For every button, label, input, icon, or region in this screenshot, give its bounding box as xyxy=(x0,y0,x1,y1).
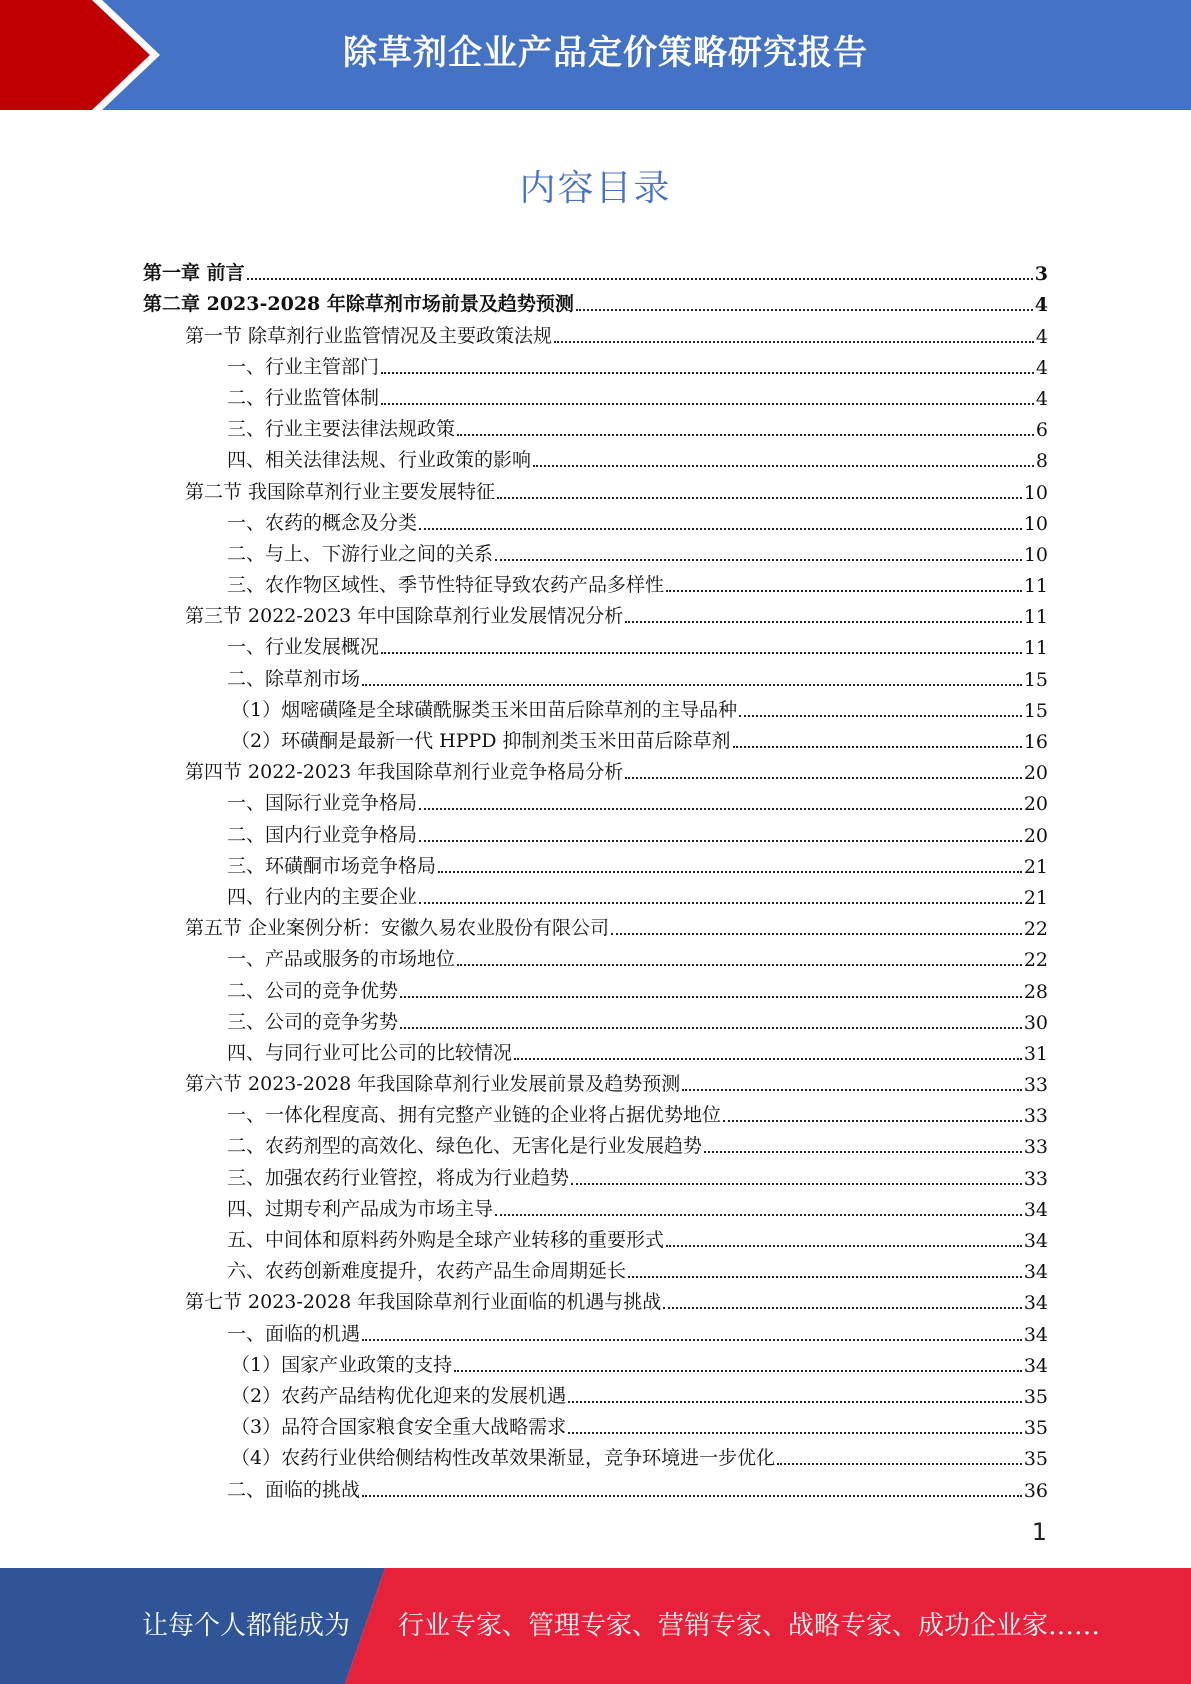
toc-entry-page: 31 xyxy=(1023,1042,1048,1065)
toc-entry-label: 第七节 2023-2028 年我国除草剂行业面临的机遇与挑战 xyxy=(185,1291,662,1314)
toc-leader-dots xyxy=(381,371,1034,374)
toc-leader-dots xyxy=(625,776,1022,779)
toc-entry[interactable] xyxy=(143,316,1048,347)
toc-entry-page: 22 xyxy=(1023,949,1048,972)
toc-entry[interactable] xyxy=(143,1252,1048,1283)
toc-entry-label: 二、与上、下游行业之间的关系 xyxy=(227,542,494,565)
toc-entry[interactable] xyxy=(143,441,1048,472)
toc-entry-page: 35 xyxy=(1023,1448,1048,1471)
toc-leader-dots xyxy=(247,277,1033,280)
toc-leader-dots xyxy=(666,1244,1022,1247)
toc-entry[interactable] xyxy=(143,753,1048,784)
toc-entry-page: 30 xyxy=(1023,1011,1048,1034)
toc-entry-label: （2）环磺酮是最新一代 HPPD 抑制剂类玉米田苗后除草剂 xyxy=(231,730,731,752)
toc-entry-page: 6 xyxy=(1035,419,1048,442)
toc-entry-label: 四、相关法律法规、行业政策的影响 xyxy=(227,449,532,472)
toc-entry-label: 四、与同行业可比公司的比较情况 xyxy=(227,1041,513,1064)
toc-leader-dots xyxy=(419,807,1022,810)
toc-entry-page: 22 xyxy=(1023,918,1048,941)
header-band xyxy=(0,0,1191,110)
toc-entry-label: 第一章 前言 xyxy=(143,262,245,285)
toc-entry-label: 一、行业发展概况 xyxy=(227,636,380,659)
toc-entry-label: 三、环磺酮市场竞争格局 xyxy=(227,854,437,877)
toc-entry-page: 11 xyxy=(1023,637,1048,660)
toc-entry-label: 第三节 2022-2023 年中国除草剂行业发展情况分析 xyxy=(185,605,624,628)
toc-entry-page: 34 xyxy=(1023,1292,1048,1315)
toc-leader-dots xyxy=(777,1462,1022,1465)
toc-leader-dots xyxy=(362,1494,1022,1497)
toc-entry[interactable] xyxy=(143,285,1048,316)
toc-entry-label: 二、面临的挑战 xyxy=(227,1478,361,1501)
toc-leader-dots xyxy=(495,1213,1022,1216)
toc-leader-dots xyxy=(438,870,1022,873)
toc-entry[interactable] xyxy=(143,1314,1048,1345)
toc-entry-page: 34 xyxy=(1023,1261,1048,1284)
toc-leader-dots xyxy=(362,1338,1022,1341)
toc-entry[interactable] xyxy=(143,1439,1048,1470)
toc-entry[interactable] xyxy=(143,254,1048,285)
toc-entry[interactable] xyxy=(143,1283,1048,1314)
toc-entry[interactable] xyxy=(143,379,1048,410)
toc-leader-dots xyxy=(733,745,1022,748)
toc-entry-page: 35 xyxy=(1023,1385,1048,1408)
toc-leader-dots xyxy=(628,1275,1022,1278)
toc-entry-label: 一、国际行业竞争格局 xyxy=(227,792,418,815)
toc-entry-label: （1）国家产业政策的支持 xyxy=(231,1353,453,1376)
toc-entry-label: 二、行业监管体制 xyxy=(227,386,380,409)
toc-entry[interactable] xyxy=(143,1470,1048,1501)
toc-entry[interactable] xyxy=(143,348,1048,379)
toc-entry-label: 二、农药剂型的高效化、绿色化、无害化是行业发展趋势 xyxy=(227,1135,703,1158)
toc-entry[interactable] xyxy=(143,1408,1048,1439)
toc-entry-page: 4 xyxy=(1035,356,1048,379)
table-of-contents xyxy=(143,254,1048,1502)
toc-leader-dots xyxy=(400,995,1022,998)
toc-leader-dots xyxy=(739,714,1022,717)
toc-leader-dots xyxy=(576,308,1033,311)
toc-entry-label: 三、加强农药行业管控，将成为行业趋势 xyxy=(227,1166,570,1189)
toc-entry[interactable] xyxy=(143,722,1048,753)
toc-leader-dots xyxy=(400,1026,1022,1029)
toc-entry-label: 第二章 2023-2028 年除草剂市场前景及趋势预测 xyxy=(143,293,574,316)
toc-entry[interactable] xyxy=(143,597,1048,628)
toc-leader-dots xyxy=(666,589,1022,592)
toc-entry-page: 34 xyxy=(1023,1198,1048,1221)
toc-entry-page: 16 xyxy=(1023,731,1048,753)
toc-entry[interactable] xyxy=(143,535,1048,566)
toc-entry-page: 11 xyxy=(1023,575,1048,598)
toc-leader-dots xyxy=(554,340,1034,343)
toc-entry-page: 33 xyxy=(1023,1074,1048,1097)
toc-entry[interactable] xyxy=(143,909,1048,940)
toc-leader-dots xyxy=(533,464,1034,467)
toc-entry[interactable] xyxy=(143,410,1048,441)
toc-entry-page: 20 xyxy=(1023,793,1048,816)
toc-entry-label: 一、行业主管部门 xyxy=(227,355,380,378)
toc-entry-page: 34 xyxy=(1023,1354,1048,1377)
toc-entry-page: 34 xyxy=(1023,1323,1048,1346)
toc-entry[interactable] xyxy=(143,847,1048,878)
toc-leader-dots xyxy=(419,527,1022,530)
toc-entry[interactable] xyxy=(143,815,1048,846)
toc-entry-label: 二、国内行业竞争格局 xyxy=(227,823,418,846)
toc-leader-dots xyxy=(381,402,1034,405)
toc-entry[interactable] xyxy=(143,940,1048,971)
toc-entry-page: 15 xyxy=(1023,699,1048,722)
toc-leader-dots xyxy=(611,932,1022,935)
toc-entry[interactable] xyxy=(143,1003,1048,1034)
toc-leader-dots xyxy=(568,1431,1022,1434)
toc-entry[interactable] xyxy=(143,878,1048,909)
toc-entry-label: 六、农药创新难度提升，农药产品生命周期延长 xyxy=(227,1260,627,1283)
toc-entry[interactable] xyxy=(143,504,1048,535)
toc-entry[interactable] xyxy=(143,971,1048,1002)
toc-entry-label: 第一节 除草剂行业监管情况及主要政策法规 xyxy=(185,324,553,347)
toc-entry-page: 33 xyxy=(1023,1136,1048,1159)
toc-entry[interactable] xyxy=(143,628,1048,659)
toc-entry-label: 三、行业主要法律法规政策 xyxy=(227,418,456,441)
footer-slogan-right: 行业专家、管理专家、营销专家、战略专家、成功企业家…… xyxy=(398,1611,1101,1641)
toc-entry-label: 第四节 2022-2023 年我国除草剂行业竞争格局分析 xyxy=(185,761,624,784)
toc-leader-dots xyxy=(723,1119,1022,1122)
toc-entry-label: （1）烟嘧磺隆是全球磺酰脲类玉米田苗后除草剂的主导品种 xyxy=(231,698,738,721)
toc-entry-page: 21 xyxy=(1023,886,1048,909)
toc-leader-dots xyxy=(381,651,1022,654)
toc-entry-page: 34 xyxy=(1023,1230,1048,1252)
toc-entry[interactable] xyxy=(143,1377,1048,1408)
toc-entry-label: 第二节 我国除草剂行业主要发展特征 xyxy=(185,480,496,503)
toc-entry-page: 4 xyxy=(1035,387,1048,410)
toc-entry[interactable] xyxy=(143,784,1048,815)
toc-entry-label: （3）品符合国家粮食安全重大战略需求 xyxy=(231,1416,567,1439)
toc-leader-dots xyxy=(457,433,1034,436)
toc-entry-label: 一、面临的机遇 xyxy=(227,1322,361,1345)
report-title: 除草剂企业产品定价策略研究报告 xyxy=(343,33,868,73)
toc-leader-dots xyxy=(362,683,1022,686)
toc-entry-label: 第六节 2023-2028 年我国除草剂行业发展前景及趋势预测 xyxy=(185,1073,681,1096)
toc-leader-dots xyxy=(571,1182,1022,1185)
toc-entry-page: 11 xyxy=(1023,606,1048,629)
toc-entry[interactable] xyxy=(143,472,1048,503)
toc-entry[interactable] xyxy=(143,1127,1048,1158)
toc-entry[interactable] xyxy=(143,1221,1048,1252)
toc-entry-label: 五、中间体和原料药外购是全球产业转移的重要形式 xyxy=(227,1229,665,1251)
toc-leader-dots xyxy=(682,1088,1022,1091)
toc-leader-dots xyxy=(497,496,1022,499)
toc-entry-label: 四、行业内的主要企业 xyxy=(227,885,418,908)
toc-entry[interactable] xyxy=(143,1065,1048,1096)
toc-entry-page: 10 xyxy=(1023,543,1048,566)
toc-entry-page: 3 xyxy=(1034,263,1048,286)
toc-entry-label: 二、除草剂市场 xyxy=(227,667,361,690)
toc-entry-label: 二、公司的竞争优势 xyxy=(227,979,399,1002)
toc-entry[interactable] xyxy=(143,1034,1048,1065)
toc-entry-label: 四、过期专利产品成为市场主导 xyxy=(227,1197,494,1220)
toc-entry-page: 8 xyxy=(1035,450,1048,473)
toc-entry-page: 4 xyxy=(1034,294,1048,317)
toc-entry-page: 10 xyxy=(1023,481,1048,504)
toc-entry-page: 35 xyxy=(1023,1417,1048,1440)
toc-leader-dots xyxy=(625,620,1022,623)
toc-entry-page: 33 xyxy=(1023,1167,1048,1190)
toc-entry[interactable] xyxy=(143,566,1048,597)
toc-entry-label: 第五节 企业案例分析：安徽久易农业股份有限公司 xyxy=(185,917,610,940)
toc-leader-dots xyxy=(704,1150,1022,1153)
toc-leader-dots xyxy=(454,1369,1022,1372)
toc-entry-label: 一、产品或服务的市场地位 xyxy=(227,948,456,971)
toc-entry[interactable] xyxy=(143,1346,1048,1377)
toc-entry[interactable] xyxy=(143,1158,1048,1189)
toc-entry-label: （4）农药行业供给侧结构性改革效果渐显，竞争环境进一步优化 xyxy=(231,1447,776,1470)
toc-entry-page: 20 xyxy=(1023,824,1048,847)
toc-leader-dots xyxy=(419,901,1022,904)
toc-entry-label: 三、农作物区域性、季节性特征导致农药产品多样性 xyxy=(227,574,665,597)
toc-leader-dots xyxy=(457,963,1022,966)
toc-entry[interactable] xyxy=(143,659,1048,690)
toc-heading: 内容目录 xyxy=(519,168,672,209)
toc-entry[interactable] xyxy=(143,691,1048,722)
toc-leader-dots xyxy=(495,558,1022,561)
toc-entry-page: 33 xyxy=(1023,1105,1048,1128)
toc-entry[interactable] xyxy=(143,1190,1048,1221)
page-number: 1 xyxy=(1031,1518,1047,1546)
toc-entry-page: 10 xyxy=(1023,512,1048,535)
toc-leader-dots xyxy=(568,1400,1022,1403)
toc-leader-dots xyxy=(663,1306,1022,1309)
toc-entry-page: 21 xyxy=(1023,855,1048,878)
toc-entry-label: 一、一体化程度高、拥有完整产业链的企业将占据优势地位 xyxy=(227,1104,722,1127)
toc-leader-dots xyxy=(419,839,1022,842)
toc-entry-page: 36 xyxy=(1023,1479,1048,1502)
toc-entry-page: 20 xyxy=(1023,762,1048,785)
toc-entry-label: 一、农药的概念及分类 xyxy=(227,511,418,534)
footer-band xyxy=(0,1568,1191,1684)
toc-entry-page: 15 xyxy=(1023,668,1048,691)
toc-entry[interactable] xyxy=(143,1096,1048,1127)
toc-entry-label: （2）农药产品结构优化迎来的发展机遇 xyxy=(231,1384,567,1407)
footer-slogan-left: 让每个人都能成为 xyxy=(142,1611,351,1641)
toc-entry-label: 三、公司的竞争劣势 xyxy=(227,1010,399,1033)
toc-entry-page: 4 xyxy=(1035,325,1048,348)
toc-leader-dots xyxy=(514,1057,1022,1060)
toc-entry-page: 28 xyxy=(1023,980,1048,1003)
